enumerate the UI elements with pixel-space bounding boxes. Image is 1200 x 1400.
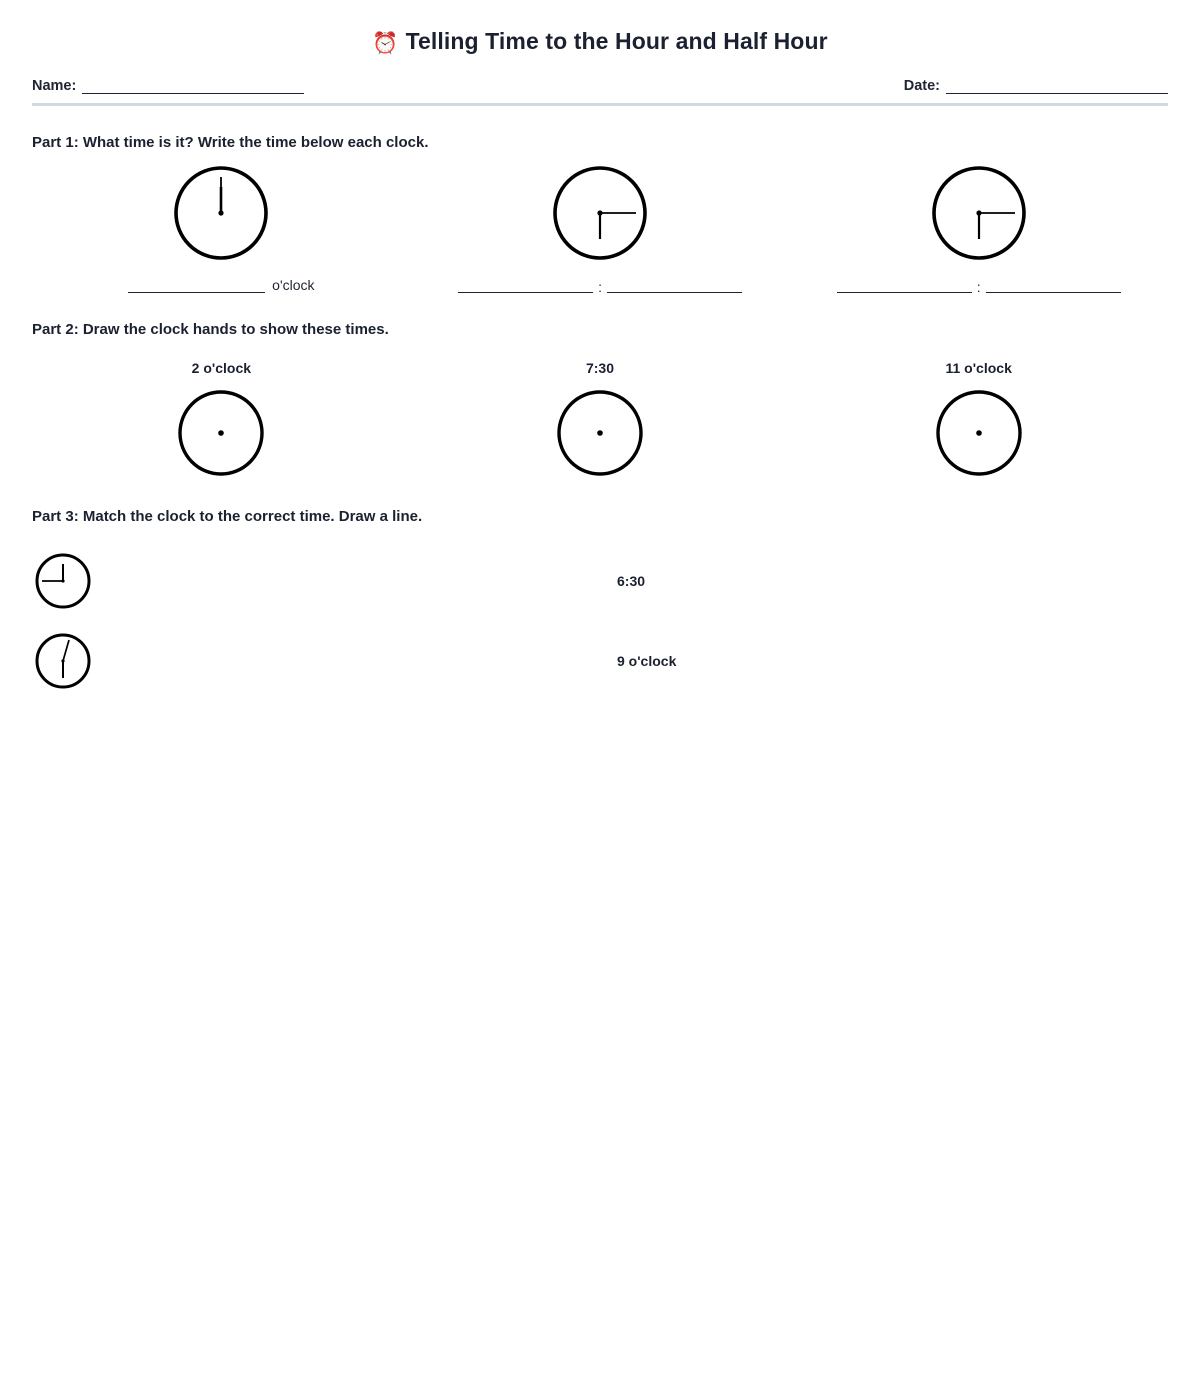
match-clock-face-1[interactable] [32, 550, 94, 612]
part1-clock-cell-1 [32, 161, 411, 265]
part2-clock-cell-1 [32, 386, 411, 480]
part3-heading: Part 3: Match the clock to the correct time. Draw a line. [32, 508, 423, 525]
match-clock-face-2[interactable] [32, 630, 94, 692]
answer-suffix-1: o'clock [272, 277, 315, 293]
answer-colon-3: : [976, 279, 981, 295]
blank-clock-face-2[interactable] [553, 386, 647, 480]
answer-colon-2: : [598, 279, 602, 295]
part1-clock-cell-3 [789, 161, 1168, 265]
answer-blank-hour-2[interactable] [458, 279, 593, 293]
title-row [32, 0, 1168, 56]
part3-match-area [32, 541, 1168, 701]
part2-clock-cell-3 [789, 386, 1168, 480]
part1-answer-2 [411, 277, 790, 293]
part2-heading: Part 2: Draw the clock hands to show these times. [32, 321, 389, 338]
name-field [32, 78, 304, 94]
worksheet-content [32, 0, 1168, 701]
name-date-row [32, 78, 1168, 94]
part1-heading: Part 1: What time is it? Write the time below each clock. [32, 134, 429, 151]
match-time-2[interactable]: 9 o'clock [617, 653, 677, 669]
clock-face-3 [927, 161, 1031, 265]
page-title [372, 28, 827, 56]
match-row-1 [32, 541, 1168, 621]
part1-answer-1 [32, 277, 411, 293]
answer-blank-minute-3[interactable] [986, 279, 1121, 293]
part1-clock-row [32, 161, 1168, 265]
part2-label-row [32, 360, 1168, 376]
page-title-text: Telling Time to the Hour and Half Hour [405, 28, 828, 54]
part1-answer-3 [789, 277, 1168, 293]
clock-face-2 [548, 161, 652, 265]
part1-clock-cell-2 [411, 161, 790, 265]
answer-blank-hour-1[interactable] [128, 279, 265, 293]
match-row-2 [32, 621, 1168, 701]
part2-label-1: 2 o'clock [191, 360, 252, 376]
name-input-line[interactable] [82, 79, 304, 94]
part2-clock-cell-2 [411, 386, 790, 480]
match-time-1[interactable]: 6:30 [617, 573, 646, 589]
date-label: Date: [903, 78, 940, 94]
part2-label-2: 7:30 [585, 360, 615, 376]
answer-blank-minute-2[interactable] [607, 279, 742, 293]
match-clock-col-2 [32, 630, 617, 692]
blank-clock-face-3[interactable] [932, 386, 1026, 480]
name-label: Name: [32, 78, 77, 94]
match-clock-col-1 [32, 550, 617, 612]
part1-answer-row [32, 277, 1168, 293]
alarm-clock-icon: ⏰ [372, 32, 399, 55]
date-input-line[interactable] [946, 79, 1168, 94]
header-divider [32, 103, 1168, 106]
answer-blank-hour-3[interactable] [837, 279, 972, 293]
part2-label-3: 11 o'clock [945, 360, 1012, 376]
clock-face-1 [169, 161, 273, 265]
date-field [904, 78, 1168, 94]
part2-clock-row [32, 386, 1168, 480]
blank-clock-face-1[interactable] [174, 386, 268, 480]
